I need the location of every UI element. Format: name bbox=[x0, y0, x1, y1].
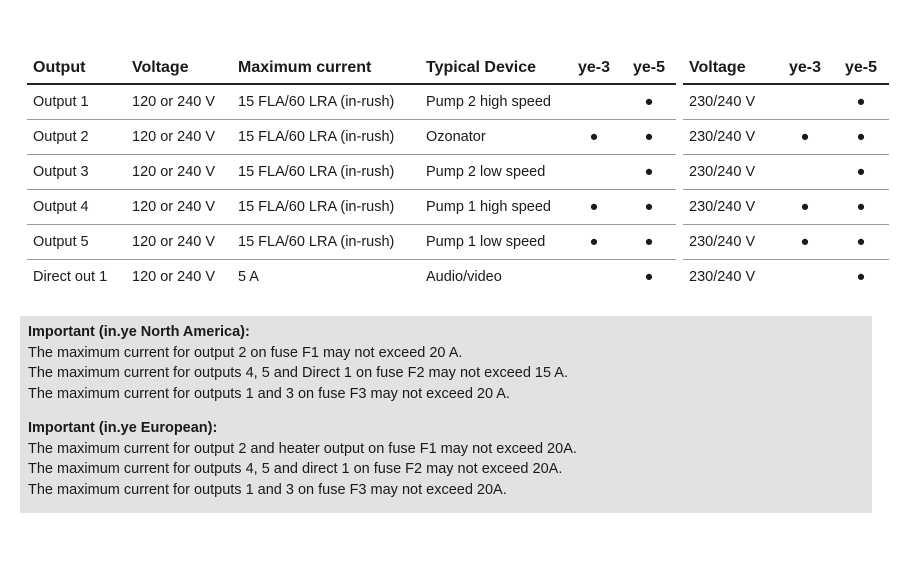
ye3-marker bbox=[566, 260, 622, 295]
ye5-marker: ● bbox=[856, 269, 866, 285]
device-name: Audio/video bbox=[426, 269, 502, 285]
european-voltage-table bbox=[683, 52, 889, 294]
voltage-value: 230/240 V bbox=[683, 190, 777, 225]
voltage-value: 120 or 240 V bbox=[132, 155, 238, 190]
header-ye5: ye-5 bbox=[622, 52, 676, 84]
device-name: Ozonator bbox=[426, 120, 566, 155]
current-value: 5 A bbox=[238, 269, 259, 285]
ye5-marker: ● bbox=[622, 120, 676, 155]
note-line: The maximum current for outputs 4, 5 and Direct 1 on fuse F2 may not exceed 15 A. bbox=[28, 365, 568, 381]
current-value: 15 FLA/60 LRA (in-rush) bbox=[238, 155, 426, 190]
ye3-marker bbox=[566, 155, 622, 190]
header-maximum-current: Maximum current bbox=[238, 52, 426, 84]
table-row bbox=[683, 155, 889, 190]
ye3-marker bbox=[777, 155, 833, 190]
ye3-marker: ● bbox=[777, 225, 833, 260]
note-line: The maximum current for outputs 1 and 3 on fuse F3 may not exceed 20A. bbox=[28, 481, 507, 498]
european-header-row bbox=[683, 52, 889, 84]
table-row bbox=[27, 120, 676, 155]
table-row bbox=[683, 84, 889, 120]
device-name: Pump 2 low speed bbox=[426, 155, 566, 190]
voltage-value: 120 or 240 V bbox=[132, 269, 216, 285]
voltage-value: 230/240 V bbox=[683, 120, 777, 155]
ye3-marker: ● bbox=[777, 120, 833, 155]
important-notes-box bbox=[20, 316, 872, 513]
table-row bbox=[27, 225, 676, 260]
note-line: The maximum current for output 2 and heater output on fuse F1 may not exceed 20A. bbox=[28, 440, 577, 457]
current-value: 15 FLA/60 LRA (in-rush) bbox=[238, 120, 426, 155]
output-name: Output 3 bbox=[27, 155, 132, 190]
outputs-table bbox=[27, 52, 676, 294]
header-ye5: ye-5 bbox=[833, 52, 889, 84]
header-voltage: Voltage bbox=[683, 52, 777, 84]
device-name: Pump 2 high speed bbox=[426, 84, 566, 120]
header-voltage: Voltage bbox=[132, 52, 238, 84]
voltage-value: 230/240 V bbox=[683, 84, 777, 120]
header-output: Output bbox=[27, 52, 132, 84]
current-value: 15 FLA/60 LRA (in-rush) bbox=[238, 190, 426, 225]
output-name: Output 1 bbox=[27, 84, 132, 120]
table-row bbox=[27, 84, 676, 120]
table-row bbox=[683, 120, 889, 155]
ye3-marker: ● bbox=[777, 190, 833, 225]
table-row bbox=[27, 155, 676, 190]
device-name: Pump 1 high speed bbox=[426, 190, 566, 225]
outputs-header-row bbox=[27, 52, 676, 84]
ye5-marker: ● bbox=[644, 269, 654, 285]
ye5-marker: ● bbox=[833, 155, 889, 190]
voltage-value: 120 or 240 V bbox=[132, 190, 238, 225]
ye3-marker: ● bbox=[566, 190, 622, 225]
note-line: The maximum current for outputs 4, 5 and direct 1 on fuse F2 may not exceed 20A. bbox=[28, 461, 563, 477]
ye5-marker: ● bbox=[622, 190, 676, 225]
table-row bbox=[683, 225, 889, 260]
output-name: Direct out 1 bbox=[33, 269, 108, 285]
ye3-marker bbox=[777, 84, 833, 120]
ye3-marker: ● bbox=[566, 225, 622, 260]
output-name: Output 2 bbox=[27, 120, 132, 155]
ye5-marker: ● bbox=[833, 84, 889, 120]
ye3-marker: ● bbox=[566, 120, 622, 155]
voltage-value: 230/240 V bbox=[683, 155, 777, 190]
table-row bbox=[683, 190, 889, 225]
header-ye3: ye-3 bbox=[566, 52, 622, 84]
voltage-value: 230/240 V bbox=[683, 225, 777, 260]
voltage-value: 120 or 240 V bbox=[132, 120, 238, 155]
voltage-value: 120 or 240 V bbox=[132, 225, 238, 260]
ye5-marker: ● bbox=[833, 120, 889, 155]
ye5-marker: ● bbox=[622, 155, 676, 190]
european-note-title: Important (in.ye European): bbox=[28, 420, 218, 436]
ye5-marker: ● bbox=[622, 225, 676, 260]
note-line: The maximum current for output 2 on fuse F1 may not exceed 20 A. bbox=[28, 344, 463, 361]
current-value: 15 FLA/60 LRA (in-rush) bbox=[238, 225, 426, 260]
table-row bbox=[27, 260, 676, 295]
output-name: Output 4 bbox=[27, 190, 132, 225]
table-row bbox=[27, 190, 676, 225]
ye3-marker bbox=[566, 84, 622, 120]
ye5-marker: ● bbox=[622, 84, 676, 120]
header-ye3: ye-3 bbox=[777, 52, 833, 84]
note-line: The maximum current for outputs 1 and 3 on fuse F3 may not exceed 20 A. bbox=[28, 385, 510, 402]
voltage-value: 230/240 V bbox=[689, 269, 756, 285]
current-value: 15 FLA/60 LRA (in-rush) bbox=[238, 84, 426, 120]
ye3-marker bbox=[777, 260, 833, 295]
header-typical-device: Typical Device bbox=[426, 52, 566, 84]
note-spacer bbox=[28, 404, 872, 418]
output-name: Output 5 bbox=[27, 225, 132, 260]
device-name: Pump 1 low speed bbox=[426, 225, 566, 260]
ye5-marker: ● bbox=[833, 225, 889, 260]
north-america-note-title: Important (in.ye North America): bbox=[28, 324, 250, 340]
table-row bbox=[683, 260, 889, 295]
voltage-value: 120 or 240 V bbox=[132, 84, 238, 120]
ye5-marker: ● bbox=[833, 190, 889, 225]
